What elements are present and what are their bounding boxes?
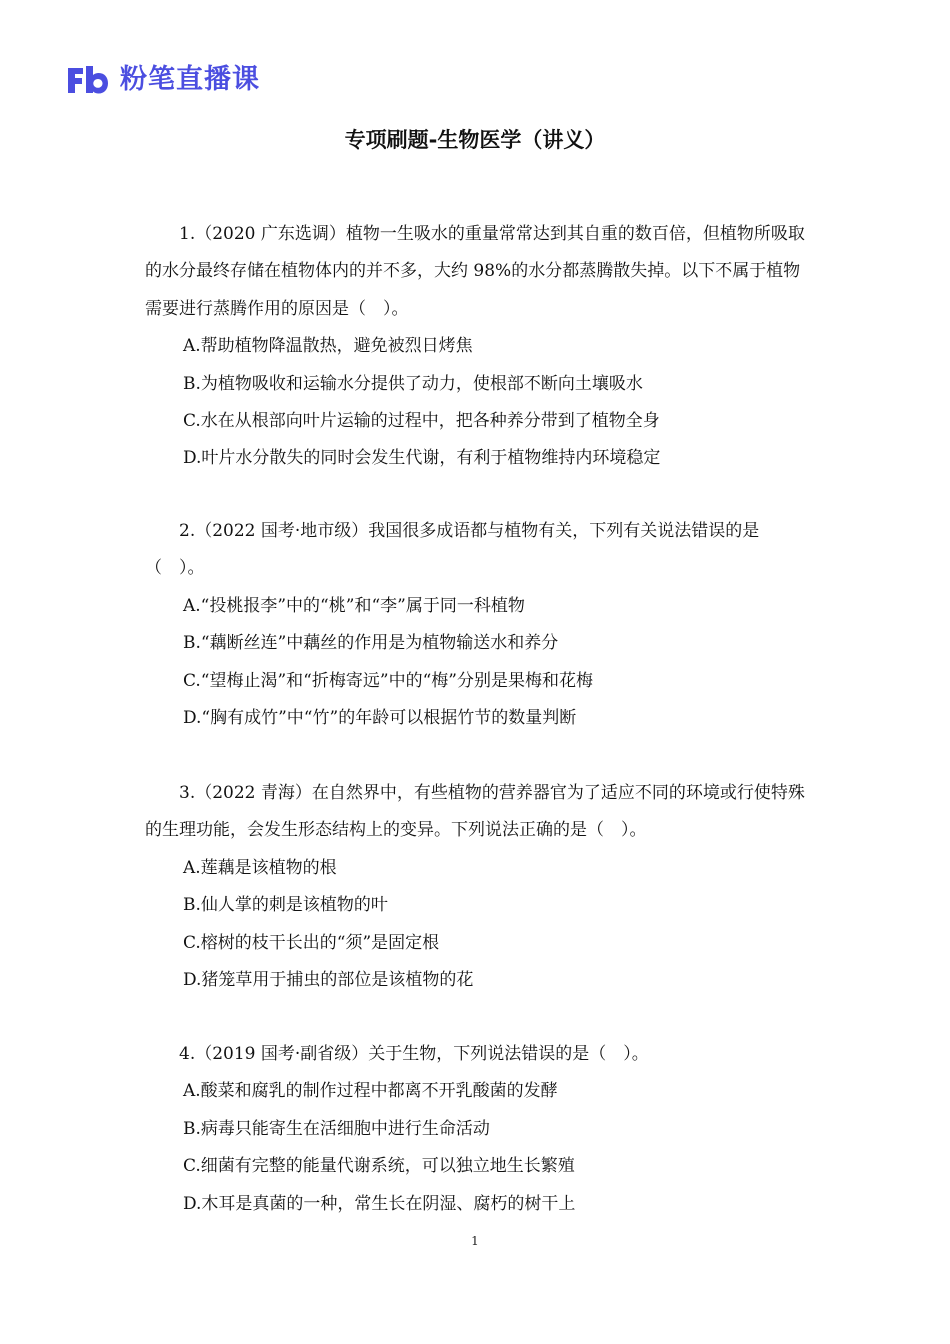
option-c: C.水在从根部向叶片运输的过程中，把各种养分带到了植物全身 [183,411,660,432]
question-2 [145,513,810,737]
option-b: B.“藕断丝连”中藕丝的作用是为植物输送水和养分 [183,633,559,654]
option-a: A.莲藕是该植物的根 [183,857,337,878]
option-d: D.猪笼草用于捕虫的部位是该植物的花 [183,970,474,991]
option-c: C.细菌有完整的能量代谢系统，可以独立地生长繁殖 [183,1156,575,1177]
option-c: C.“望梅止渴”和“折梅寄远”中的“梅”分别是果梅和花梅 [183,670,593,691]
option-d: D.“胸有成竹”中“竹”的年龄可以根据竹节的数量判断 [183,708,577,729]
question-4 [145,1036,810,1223]
option-d: D.木耳是真菌的一种，常生长在阴湿、腐朽的树干上 [183,1193,576,1214]
brand-name: 粉笔直播课 [120,64,260,95]
question-3 [145,775,810,999]
option-b: B.病毒只能寄生在活细胞中进行生命活动 [183,1118,490,1139]
option-c: C.榕树的枝干长出的“须”是固定根 [183,932,440,953]
option-b: B.为植物吸收和运输水分提供了动力，使根部不断向土壤吸水 [183,373,643,394]
question-stem: 1.（2020 广东选调）植物一生吸水的重量常常达到其自重的数百倍，但植物所吸取的水分最终存储在植物体内的并不多，大约 98%的水分都蒸腾散失掉。以下不属于植物需要进行蒸腾作用的原因是（ ）。 [145,224,805,319]
option-b: B.仙人掌的刺是该植物的叶 [183,895,388,916]
page-number: 1 [471,1234,479,1248]
brand-logo [66,60,260,100]
question-stem: 4.（2019 国考·副省级）关于生物，下列说法错误的是（ ）。 [179,1044,649,1064]
option-a: A.“投桃报李”中的“桃”和“李”属于同一科植物 [183,595,525,616]
option-d: D.叶片水分散失的同时会发生代谢，有利于植物维持内环境稳定 [183,448,661,469]
option-a: A.帮助植物降温散热，避免被烈日烤焦 [183,336,473,357]
fb-logo-icon [66,64,110,96]
question-1 [145,216,810,478]
document-title: 专项刷题-生物医学（讲义） [344,128,606,152]
question-stem: 2.（2022 国考·地市级）我国很多成语都与植物有关，下列有关说法错误的是（ ）。 [145,521,760,579]
option-a: A.酸菜和腐乳的制作过程中都离不开乳酸菌的发酵 [183,1081,558,1102]
question-stem: 3.（2022 青海）在自然界中，有些植物的营养器官为了适应不同的环境或行使特殊的生理功能，会发生形态结构上的变异。下列说法正确的是（ ）。 [145,783,805,841]
